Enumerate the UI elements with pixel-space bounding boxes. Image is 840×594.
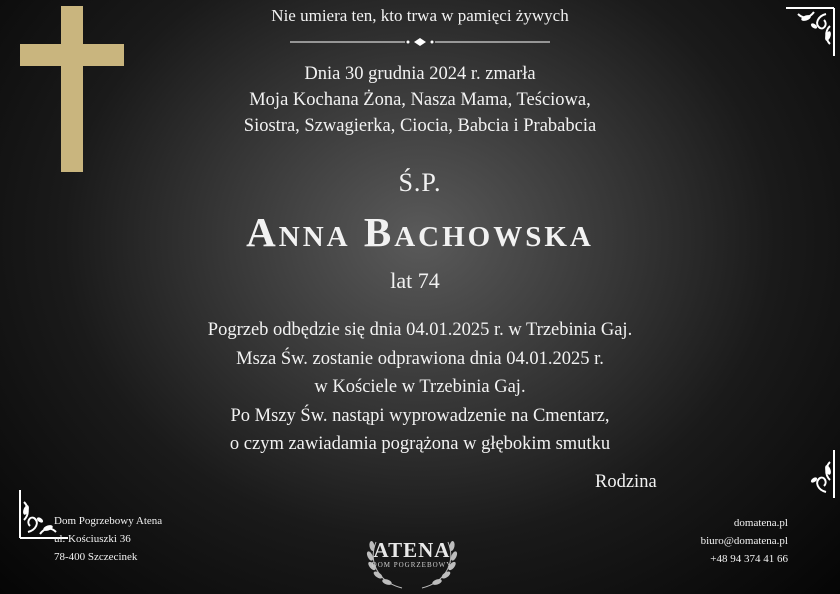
funeral-line: Pogrzeb odbędzie się dnia 04.01.2025 r. w Trzebinia Gaj.: [207, 320, 633, 340]
email: biuro@domatena.pl: [700, 535, 788, 547]
sp-prefix: Ś.P.: [398, 168, 442, 197]
announcement-line: Moja Kochana Żona, Nasza Mama, Teściowa,: [249, 90, 591, 110]
phone: +48 94 374 41 66: [710, 553, 788, 565]
logo-wordmark: ATENA: [373, 538, 451, 562]
atena-logo: [358, 532, 466, 592]
funeral-home-address: [54, 512, 162, 566]
motto: Nie umiera ten, kto trwa w pamięci żywych: [271, 6, 569, 25]
funeral-line: Msza Św. zostanie odprawiona dnia 04.01.2025 r.: [236, 348, 604, 369]
logo-subtitle: DOM POGRZEBOWY: [371, 561, 453, 569]
funeral-home-city: 78-400 Szczecinek: [54, 551, 138, 563]
announcement-line: Siostra, Szwagierka, Ciocia, Babcia i Prababcia: [243, 116, 597, 136]
signature: Rodzina: [595, 472, 657, 492]
website: domatena.pl: [733, 517, 788, 529]
funeral-details: [0, 316, 840, 459]
divider-ornament: [290, 37, 550, 47]
funeral-home-street: ul. Kościuszki 36: [54, 533, 131, 545]
death-announcement: [0, 61, 840, 139]
deceased-name: Anna Bachowska: [246, 209, 594, 255]
contact-info: [640, 514, 788, 568]
funeral-line: o czym zawiadamia pogrążona w głębokim smutku: [229, 434, 611, 454]
deceased-age: lat 74: [390, 268, 440, 293]
funeral-line: w Kościele w Trzebinia Gaj.: [314, 377, 526, 397]
funeral-line: Po Mszy Św. nastąpi wyprowadzenie na Cmentarz,: [230, 405, 610, 426]
announcement-line: Dnia 30 grudnia 2024 r. zmarła: [304, 64, 536, 84]
funeral-home-name: Dom Pogrzebowy Atena: [54, 515, 163, 527]
